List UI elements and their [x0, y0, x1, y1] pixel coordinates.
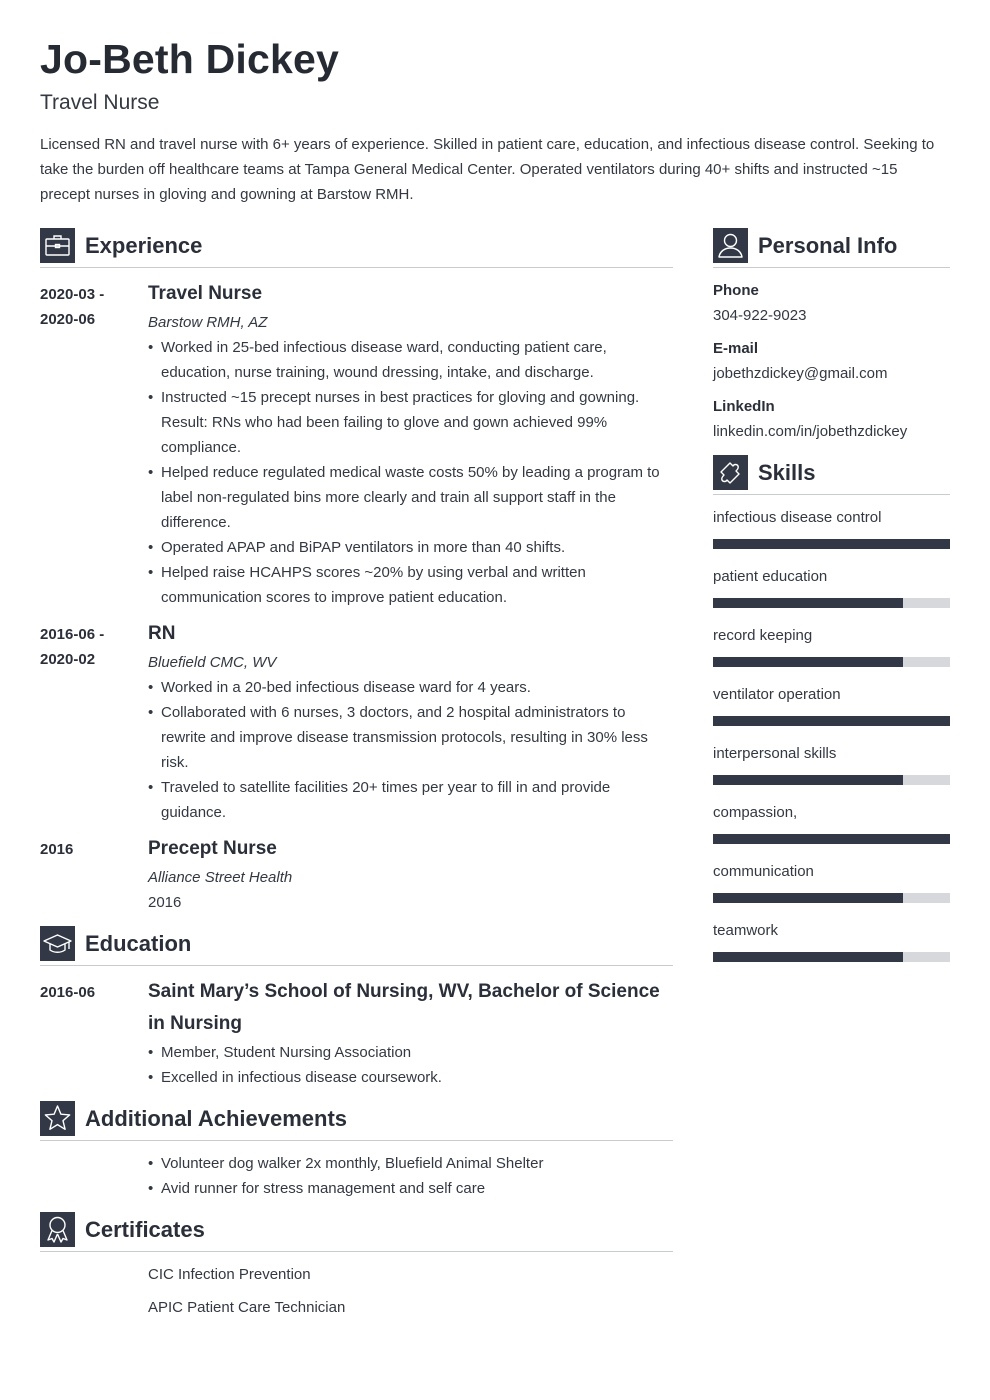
- job-1-title: Travel Nurse: [148, 283, 263, 304]
- skill-item: [713, 922, 950, 962]
- profile-summary: Licensed RN and travel nurse with 6+ years of experience. Skilled in patient care, education, and infectious disease control. Seeking to take the burden off healthcare teams at Tampa General Medical Center. Operated ventilators during 40+ shifts and instructed ~15 precept nurses in gloving and gowning at Barstow RMH.: [40, 136, 935, 203]
- skill-name: interpersonal skills: [713, 745, 837, 762]
- education-date: 2016-06: [40, 984, 96, 1001]
- certificates-heading: Certificates: [85, 1217, 205, 1242]
- skill-name: record keeping: [713, 627, 813, 644]
- job-3-note: 2016: [148, 894, 182, 911]
- phone-label: Phone: [713, 282, 759, 299]
- skill-bar: [713, 598, 950, 608]
- skills-section-header: [713, 455, 950, 495]
- achievements-section-header: [40, 1101, 673, 1141]
- skill-name: compassion,: [713, 804, 798, 821]
- job-2-title: RN: [148, 623, 176, 644]
- skill-name: patient education: [713, 568, 828, 585]
- candidate-name: Jo-Beth Dickey: [40, 36, 340, 82]
- skill-bar: [713, 952, 950, 962]
- experience-section-header: [40, 228, 673, 268]
- skill-name: communication: [713, 863, 814, 880]
- user-icon: [713, 228, 748, 263]
- skill-name: ventilator operation: [713, 686, 841, 703]
- list-item: • Excelled in infectious disease coursework.: [148, 1065, 668, 1090]
- achievements-heading: Additional Achievements: [85, 1106, 348, 1131]
- skill-item: [713, 627, 950, 667]
- graduation-cap-icon: [40, 926, 75, 961]
- list-item: • Collaborated with 6 nurses, 3 doctors, and 2 hospital administrators to rewrite and improve disease transmission protocols, resulting in 30% less risk.: [148, 700, 668, 775]
- job-3-employer: Alliance Street Health: [148, 869, 293, 886]
- list-item: • Helped reduce regulated medical waste costs 50% by leading a program to label non-regulated bins more clearly and train all support staff in the difference.: [148, 460, 668, 535]
- education-heading: Education: [85, 931, 192, 956]
- list-item: • Traveled to satellite facilities 20+ times per year to fill in and provide guidance.: [148, 775, 668, 825]
- skill-bar: [713, 775, 950, 785]
- education-section-header: [40, 926, 673, 966]
- briefcase-icon: [40, 228, 75, 263]
- education-bullets: [148, 1040, 668, 1090]
- achievements-list: [148, 1151, 668, 1201]
- skill-bar: [713, 834, 950, 844]
- skill-bar: [713, 893, 950, 903]
- job-3-date: 2016: [40, 841, 74, 858]
- phone-value: 304-922-9023: [713, 307, 807, 324]
- skill-item: [713, 745, 950, 785]
- skill-item: [713, 509, 950, 549]
- skill-bar-fill: [713, 893, 903, 903]
- list-item: • Volunteer dog walker 2x monthly, Bluefield Animal Shelter: [148, 1151, 668, 1176]
- certificate-item: APIC Patient Care Technician: [148, 1299, 346, 1316]
- certificate-item: CIC Infection Prevention: [148, 1266, 311, 1283]
- list-item: • Member, Student Nursing Association: [148, 1040, 668, 1065]
- job-3-title: Precept Nurse: [148, 838, 277, 859]
- list-item: • Worked in 25-bed infectious disease ward, conducting patient care, education, nurse training, wound dressing, intake, and discharge.: [148, 335, 668, 385]
- candidate-title: Travel Nurse: [40, 91, 160, 114]
- linkedin-label: LinkedIn: [713, 398, 775, 415]
- skill-item: [713, 568, 950, 608]
- personal-info-heading: Personal Info: [758, 233, 898, 258]
- list-item: • Operated APAP and BiPAP ventilators in more than 40 shifts.: [148, 535, 668, 560]
- job-1-bullets: [148, 335, 668, 610]
- education-title: Saint Mary’s School of Nursing, WV, Bachelor of Science in Nursing: [148, 981, 660, 1034]
- experience-heading: Experience: [85, 233, 203, 258]
- linkedin-value: linkedin.com/in/jobethzdickey: [713, 423, 908, 440]
- skill-bar-fill: [713, 598, 903, 608]
- job-1-employer: Barstow RMH, AZ: [148, 314, 268, 331]
- skill-name: teamwork: [713, 922, 779, 939]
- skill-item: [713, 804, 950, 844]
- job-1-date: 2020-03 - 2020-06: [40, 286, 105, 328]
- skill-bar-fill: [713, 716, 950, 726]
- skill-bar-fill: [713, 834, 950, 844]
- job-2-date: 2016-06 - 2020-02: [40, 626, 105, 668]
- skill-bar: [713, 716, 950, 726]
- list-item: • Worked in a 20-bed infectious disease ward for 4 years.: [148, 675, 668, 700]
- list-item: • Helped raise HCAHPS scores ~20% by using verbal and written communication scores to improve patient education.: [148, 560, 668, 610]
- email-value: jobethzdickey@gmail.com: [713, 365, 888, 382]
- skill-bar: [713, 539, 950, 549]
- email-label: E-mail: [713, 340, 759, 357]
- award-ribbon-icon: [40, 1212, 75, 1247]
- job-2-employer: Bluefield CMC, WV: [148, 654, 277, 671]
- skill-name: infectious disease control: [713, 509, 882, 526]
- skill-bar-fill: [713, 539, 950, 549]
- skill-bar-fill: [713, 952, 903, 962]
- puzzle-piece-icon: [713, 455, 748, 490]
- list-item: • Avid runner for stress management and self care: [148, 1176, 668, 1201]
- skill-bar-fill: [713, 657, 903, 667]
- list-item: • Instructed ~15 precept nurses in best practices for gloving and gowning. Result: RNs who had been failing to glove and gown achieved 99% compliance.: [148, 385, 668, 460]
- star-icon: [40, 1101, 75, 1136]
- certificates-section-header: [40, 1212, 673, 1252]
- skill-item: [713, 686, 950, 726]
- skills-heading: Skills: [758, 460, 816, 485]
- skill-bar-fill: [713, 775, 903, 785]
- personal-info-section-header: [713, 228, 950, 268]
- skill-bar: [713, 657, 950, 667]
- skill-item: [713, 863, 950, 903]
- job-2-bullets: [148, 675, 668, 825]
